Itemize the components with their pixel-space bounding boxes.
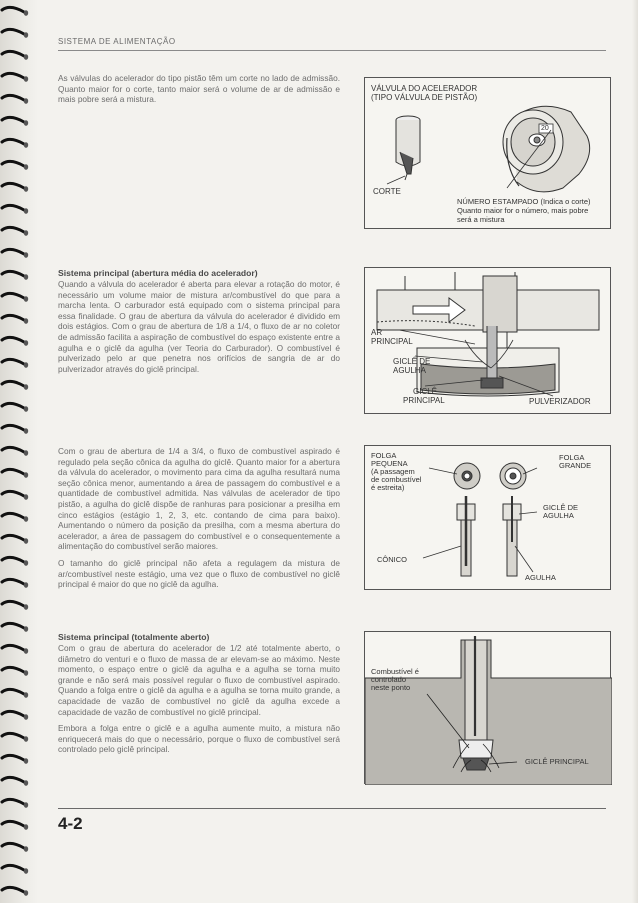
section-header: SISTEMA DE ALIMENTAÇÃO (58, 37, 176, 46)
folga-pequena-4: de combustível (371, 475, 422, 484)
gicle-agulha-2: AGULHA (543, 511, 574, 520)
spiral-coil (2, 95, 28, 103)
figure-main-jet (364, 631, 611, 784)
spiral-coil (2, 887, 28, 895)
spiral-coil (2, 557, 28, 565)
throttle-slide-icon (503, 106, 590, 192)
pulverizador-label: PULVERIZADOR (529, 397, 591, 406)
piston-valve-icon (396, 116, 420, 180)
spiral-coil (2, 271, 28, 279)
comb-controlado-2: controlado (371, 675, 407, 684)
spiral-coil (2, 337, 28, 345)
spiral-coil (2, 777, 28, 785)
spiral-coil (2, 733, 28, 741)
page-edge (632, 0, 638, 903)
stamp-note-1: NÚMERO ESTAMPADO (Indica o corte) (457, 197, 591, 206)
figure-throttle-valve (364, 77, 611, 229)
spiral-binding (0, 0, 34, 903)
spiral-coil (2, 645, 28, 653)
section-main-full-para1: Com o grau de abertura do acelerador de 1/2 até totalmente aberto, o diâmetro do venturi e o fluxo de massa de ar elevam-se ao máximo. Neste momento, o espaço entre o giclê da agulha e a agulha se torna muito grande e não será mais possível regular o fluxo de combustível aspirado. Quando a folga entre o giclê da agulha e a agulha se torna muito grande, a capacidade de vazão de combustível no giclê da agulha excede a capacidade de vazão de combustível no giclê principal. (58, 643, 340, 717)
principal-label: PRINCIPAL (371, 337, 413, 346)
gicle-agulha-label-2: AGULHA (393, 366, 426, 375)
spiral-coil (2, 513, 28, 521)
gicle-principal-label-1: GICLÊ (413, 387, 438, 396)
corte-label: CORTE (373, 187, 401, 196)
folga-grande-2: GRANDE (559, 461, 592, 470)
spiral-coil (2, 491, 28, 499)
spiral-coil (2, 447, 28, 455)
fig1-title-1: VÁLVULA DO ACELERADOR (371, 84, 478, 93)
gicle-agulha-1: GICLÊ DE (543, 503, 579, 512)
spiral-coil (2, 689, 28, 697)
spiral-coil (2, 315, 28, 323)
stamp-number: 20 (541, 125, 549, 132)
spiral-coil (2, 623, 28, 631)
spiral-coil (2, 249, 28, 257)
folga-pequena-3: (A passagem (371, 467, 415, 476)
section-main-full (58, 632, 340, 755)
folga-pequena-2: PEQUENA (371, 459, 408, 468)
spiral-coil (2, 51, 28, 59)
spiral-coil (2, 667, 28, 675)
spiral-coil (2, 755, 28, 763)
spiral-coil (2, 601, 28, 609)
figure-main-system (364, 267, 611, 414)
spiral-coil (2, 29, 28, 37)
spiral-coil (2, 843, 28, 851)
stamp-note-3: será a mistura (457, 215, 505, 224)
section-needle-para1: Com o grau de abertura de 1/4 a 3/4, o fluxo de combustível aspirado é regulado pela seção cônica da agulha do giclê. Quanto maior for a abertura da válvula do acelerador, o movimento para cima da agulha resultará numa seção cônica menor, aumentando a área de passagem do combustível e a quantidade de combustível admitida. Nas válvulas de acelerador de tipo pistão, a agulha do giclê dispõe de ranhuras para posicionar a presilha em cinco estágios (estágio 1, 2, 3, etc. contando de cima para baixo). Aumentando o número da posição da presilha, com a mesma abertura do acelerador, a área de passagem do combustível e o consequentemente a alimentação do combustível serão maiores. (58, 446, 340, 552)
gicle-principal-label-2: PRINCIPAL (403, 396, 445, 405)
header-rule (58, 50, 606, 51)
folga-pequena-5: é estreita) (371, 483, 405, 492)
gicle-principal-label: GICLÊ PRINCIPAL (525, 757, 589, 766)
section-main-full-para2: Embora a folga entre o giclê e a agulha aumente muito, a mistura não enriquecerá mais do que o necessário, porque o fluxo de combustível será controlado pelo giclê principal. (58, 723, 340, 755)
spiral-coil (2, 161, 28, 169)
spiral-coil (2, 711, 28, 719)
spiral-coil (2, 117, 28, 125)
spiral-coil (2, 579, 28, 587)
spiral-coil (2, 403, 28, 411)
section-main-mid (58, 268, 340, 374)
folga-pequena-1: FOLGA (371, 451, 397, 460)
comb-controlado-3: neste ponto (371, 683, 411, 692)
spiral-coil (2, 205, 28, 213)
section-needle (58, 446, 340, 590)
spiral-coil (2, 73, 28, 81)
ar-label: AR (371, 328, 383, 337)
spiral-coil (2, 469, 28, 477)
intro-text: As válvulas do acelerador do tipo pistão têm um corte no lado de admissão. Quanto maior for o corte, tanto maior será o volume de ar de admissão e mais pobre será a mistura. (58, 73, 340, 105)
section-main-mid-title: Sistema principal (abertura média do acelerador) (58, 268, 258, 278)
spiral-coil (2, 381, 28, 389)
comb-controlado-1: Combustível é (371, 667, 419, 676)
spiral-coil (2, 183, 28, 191)
gicle-agulha-label-1: GICLÊ DE (393, 357, 431, 366)
spiral-coil (2, 799, 28, 807)
fig1-title-2: (TIPO VÁLVULA DE PISTÃO) (371, 93, 478, 102)
section-main-mid-text: Quando a válvula do acelerador é aberta para elevar a rotação do motor, é necessário um volume maior de mistura ar/combustível do que para a marcha lenta. O carburador está equipado com o sistema principal para essa finalidade. O grau de abertura da válvula do acelerador é dividido em dois estágios. Com o grau de abertura de 1/8 a 1/4, o fluxo de ar no coletor de admissão facilita a aspiração de combustível do espaço existente entre a agulha e o giclê da agulha (ver Teoria do Carburador). O combustível é pulverizado pelo ar que penetra nos orifícios de sangria de ar do pulverizador através do giclê principal. (58, 279, 340, 374)
spiral-coil (2, 359, 28, 367)
footer-rule (58, 808, 606, 809)
spiral-coil (2, 293, 28, 301)
spiral-coil (2, 7, 28, 15)
spiral-coil (2, 227, 28, 235)
section-needle-para2: O tamanho do giclê principal não afeta a regulagem da mistura de ar/combustível neste estágio, uma vez que o fluxo de combustível no giclê principal é maior do que no giclê da agulha. (58, 557, 340, 590)
agulha-label: AGULHA (525, 573, 556, 582)
spiral-coil (2, 821, 28, 829)
intro-paragraph (58, 73, 340, 105)
conico-label: CÔNICO (377, 555, 407, 564)
stamp-note-2: Quanto maior for o número, mais pobre (457, 206, 589, 215)
spiral-coil (2, 425, 28, 433)
folga-grande-1: FOLGA (559, 453, 585, 462)
figure-needle-clearance (364, 445, 611, 590)
page-number: 4-2 (58, 814, 83, 833)
section-main-full-title: Sistema principal (totalmente aberto) (58, 632, 210, 642)
spiral-coil (2, 139, 28, 147)
spiral-coil (2, 535, 28, 543)
spiral-coil (2, 865, 28, 873)
